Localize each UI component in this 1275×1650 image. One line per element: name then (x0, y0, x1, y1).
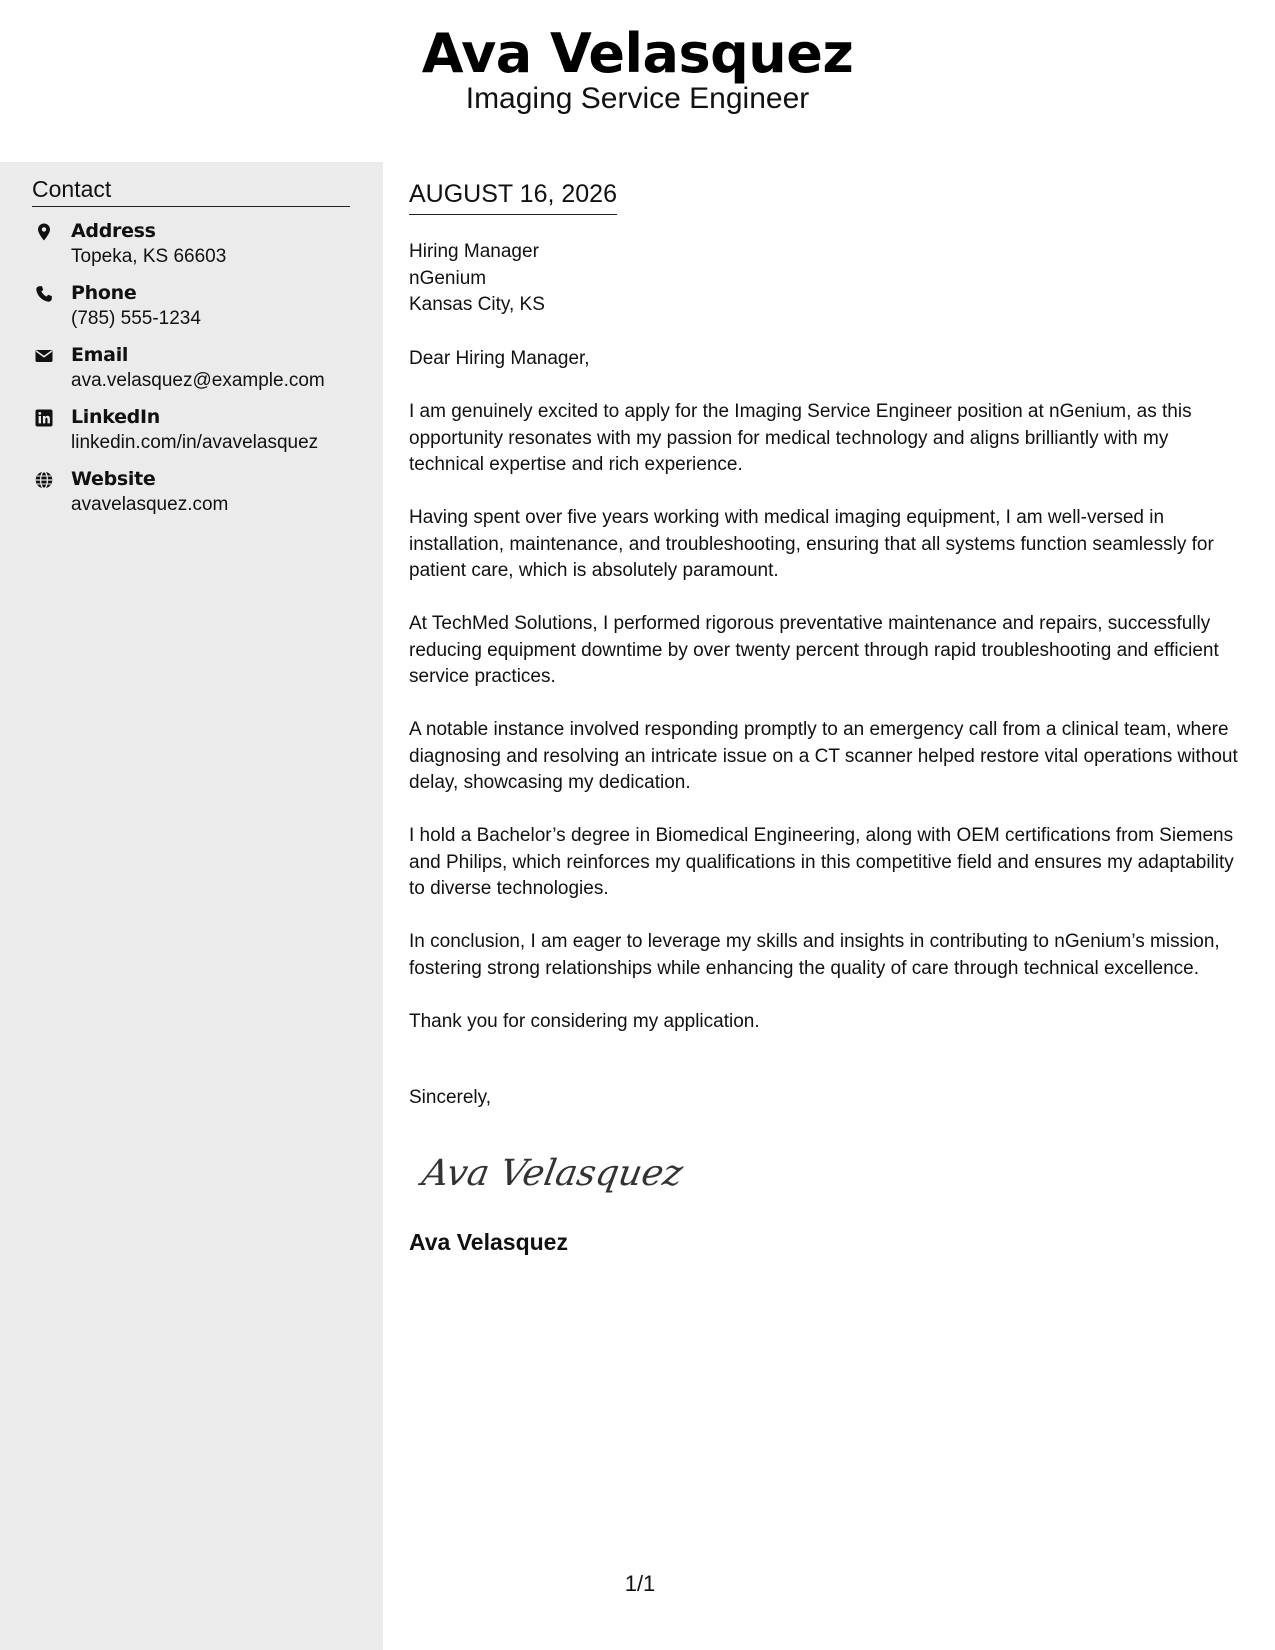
salutation: Dear Hiring Manager, (409, 348, 590, 369)
contact-linkedin-label: LinkedIn (71, 406, 160, 428)
contact-phone-label: Phone (71, 282, 137, 304)
globe-icon (34, 470, 54, 490)
body-paragraph: At TechMed Solutions, I performed rigorous preventative maintenance and repairs, successfully reducing equipment downtime by over twenty percent through rapid troubleshooting and efficient service practices. (409, 613, 1219, 687)
body-paragraph: I am genuinely excited to apply for the Imaging Service Engineer position at nGenium, as this opportunity resonates with my passion for medical technology and aligns brilliantly with my technical expertise and rich experience. (409, 401, 1192, 475)
recipient-block (409, 239, 545, 319)
contact-heading: Contact (32, 176, 350, 207)
contact-address-value: Topeka, KS 66603 (71, 246, 227, 267)
recipient-location: Kansas City, KS (409, 294, 545, 315)
contact-linkedin-value: linkedin.com/in/avavelasquez (71, 432, 319, 453)
letter-header (0, 0, 1275, 162)
applicant-name: Ava Velasquez (421, 22, 854, 85)
body-paragraph: A notable instance involved responding promptly to an emergency call from a clinical team, where diagnosing and resolving an intricate issue on a CT scanner helped restore vital operations without delay, showcasing my dedication. (409, 719, 1238, 793)
contact-email-value: ava.velasquez@example.com (71, 370, 325, 391)
closing: Sincerely, (409, 1087, 492, 1108)
body-paragraph: In conclusion, I am eager to leverage my skills and insights in contributing to nGenium’s mission, fostering strong relationships while enhancing the quality of care through technical excellence. (409, 931, 1220, 979)
envelope-icon (34, 346, 54, 366)
body-paragraph: Thank you for considering my application. (409, 1010, 760, 1032)
body-paragraph: Having spent over five years working with medical imaging equipment, I am well-versed in installation, maintenance, and troubleshooting, ensuring that all systems function seamlessly for patient care, which is absolutely paramount. (409, 507, 1214, 581)
contact-phone-value: (785) 555-1234 (71, 308, 201, 329)
recipient-company: nGenium (409, 267, 487, 289)
handwritten-signature (419, 1143, 687, 1203)
location-pin-icon (34, 222, 54, 242)
contact-email-label: Email (71, 344, 129, 366)
phone-icon (34, 284, 54, 304)
svg-text:Ava Velasquez: Ava Velasquez (419, 1151, 687, 1194)
linkedin-icon (34, 408, 54, 428)
page-number: 1/1 (624, 1571, 656, 1596)
letter-date: AUGUST 16, 2026 (409, 180, 617, 215)
contact-website-value: avavelasquez.com (71, 494, 229, 515)
body-paragraph: I hold a Bachelor’s degree in Biomedical Engineering, along with OEM certifications from Siemens and Philips, which reinforces my qualifications in this competitive field and ensures my adaptability to diverse technologies. (409, 825, 1234, 899)
applicant-job-title: Imaging Service Engineer (465, 82, 810, 115)
recipient-name: Hiring Manager (409, 241, 539, 262)
contact-website-label: Website (71, 468, 156, 490)
letter-body (409, 399, 1244, 1062)
signer-name: Ava Velasquez (409, 1229, 568, 1255)
contact-address-label: Address (71, 220, 156, 242)
